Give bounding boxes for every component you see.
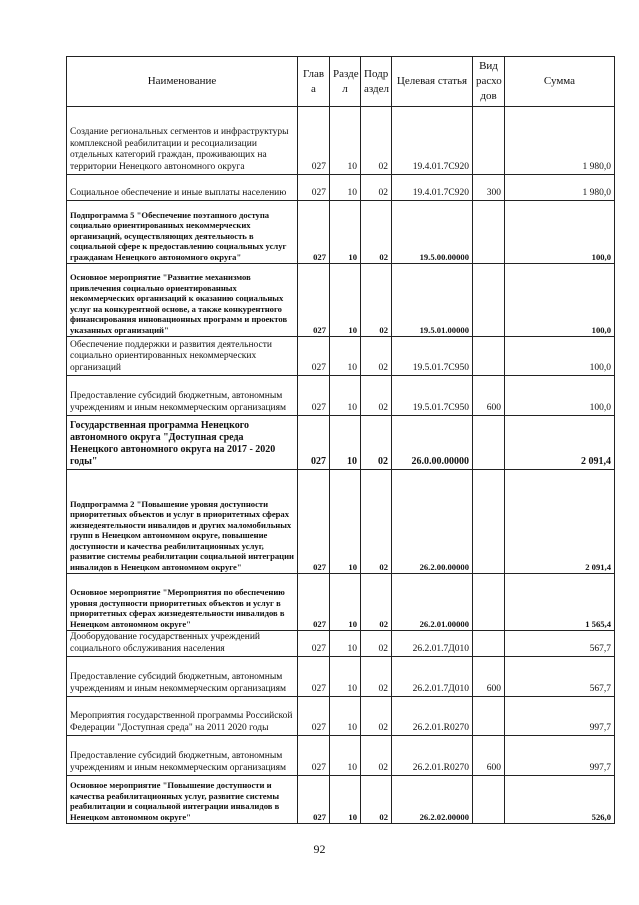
table-row (67, 264, 615, 337)
row-name: Социальное обеспечение и иные выплаты населению (67, 175, 298, 201)
row-sum: 1 980,0 (505, 107, 615, 175)
row-name: Обеспечение поддержки и развития деятельности социально ориентированных некоммерческих организаций (67, 337, 298, 376)
header-subsection: Подр аздел (361, 57, 392, 107)
row-sum: 997,7 (505, 697, 615, 736)
row-subsection: 02 (361, 776, 392, 824)
row-sum: 2 091,4 (505, 470, 615, 574)
row-name: Создание региональных сегментов и инфраструктуры комплексной реабилитации и ресоциализации отдельных категорий граждан, проживающих на территории Ненецкого автономного округа (67, 107, 298, 175)
row-sum: 2 091,4 (505, 416, 615, 470)
row-sum: 1 980,0 (505, 175, 615, 201)
row-name: Предоставление субсидий бюджетным, автономным учреждениям и иным некоммерческим организациям (67, 657, 298, 697)
row-section: 10 (330, 376, 361, 416)
row-chapter: 027 (298, 201, 330, 264)
row-name: Предоставление субсидий бюджетным, автономным учреждениям и иным некоммерческим организациям (67, 736, 298, 776)
row-expense-type (473, 776, 505, 824)
row-target-article: 19.4.01.7С920 (392, 175, 473, 201)
table-row (67, 107, 615, 175)
row-chapter: 027 (298, 107, 330, 175)
header-sum: Сумма (505, 57, 615, 107)
row-target-article: 26.2.00.00000 (392, 470, 473, 574)
row-subsection: 02 (361, 697, 392, 736)
row-chapter: 027 (298, 736, 330, 776)
row-sum: 100,0 (505, 337, 615, 376)
row-expense-type: 600 (473, 657, 505, 697)
row-sum: 1 565,4 (505, 574, 615, 631)
row-subsection: 02 (361, 175, 392, 201)
row-chapter: 027 (298, 337, 330, 376)
row-chapter: 027 (298, 416, 330, 470)
row-chapter: 027 (298, 574, 330, 631)
row-chapter: 027 (298, 470, 330, 574)
row-target-article: 26.2.01.R0270 (392, 697, 473, 736)
table-row (67, 416, 615, 470)
row-target-article: 26.2.02.00000 (392, 776, 473, 824)
row-section: 10 (330, 337, 361, 376)
row-section: 10 (330, 175, 361, 201)
row-sum: 100,0 (505, 376, 615, 416)
table-row (67, 736, 615, 776)
row-section: 10 (330, 776, 361, 824)
row-chapter: 027 (298, 376, 330, 416)
row-section: 10 (330, 574, 361, 631)
row-name: Основное мероприятие "Мероприятия по обеспечению уровня доступности приоритетных объектов и услуг в приоритетных сферах жизнедеятельности инвалидов в Ненецком автономном округе" (67, 574, 298, 631)
row-subsection: 02 (361, 574, 392, 631)
row-section: 10 (330, 201, 361, 264)
row-expense-type (473, 470, 505, 574)
row-name: Основное мероприятие "Развитие механизмов привлечения социально ориентированных некоммерческих организаций к оказанию социальных услуг на конкурентной основе, а также конкурентного финансирования инновационных программ и проектов указанных организаций" (67, 264, 298, 337)
budget-table (66, 56, 615, 824)
row-expense-type: 300 (473, 175, 505, 201)
table-body (67, 107, 615, 824)
row-target-article: 19.5.01.7С950 (392, 337, 473, 376)
row-target-article: 26.2.01.00000 (392, 574, 473, 631)
row-sum: 100,0 (505, 201, 615, 264)
row-name: Предоставление субсидий бюджетным, автономным учреждениям и иным некоммерческим организациям (67, 376, 298, 416)
row-subsection: 02 (361, 657, 392, 697)
row-section: 10 (330, 264, 361, 337)
row-subsection: 02 (361, 736, 392, 776)
header-name: Наименование (67, 57, 298, 107)
table-row (67, 470, 615, 574)
row-name: Дооборудование государственных учреждений социального обслуживания населения (67, 631, 298, 657)
row-chapter: 027 (298, 657, 330, 697)
row-chapter: 027 (298, 697, 330, 736)
row-section: 10 (330, 697, 361, 736)
row-subsection: 02 (361, 264, 392, 337)
row-target-article: 26.2.01.7Д010 (392, 657, 473, 697)
row-expense-type (473, 574, 505, 631)
row-subsection: 02 (361, 470, 392, 574)
row-subsection: 02 (361, 376, 392, 416)
row-expense-type: 600 (473, 736, 505, 776)
row-expense-type (473, 107, 505, 175)
row-section: 10 (330, 470, 361, 574)
row-chapter: 027 (298, 264, 330, 337)
row-subsection: 02 (361, 416, 392, 470)
row-chapter: 027 (298, 175, 330, 201)
row-sum: 100,0 (505, 264, 615, 337)
row-expense-type (473, 264, 505, 337)
table-row (67, 201, 615, 264)
table-header-row (67, 57, 615, 107)
row-name: Основное мероприятие "Повышение доступности и качества реабилитационных услуг, развитие системы реабилитации и социальной интеграции инвалидов в Ненецком автономном округе" (67, 776, 298, 824)
row-target-article: 19.5.00.00000 (392, 201, 473, 264)
row-expense-type (473, 337, 505, 376)
row-subsection: 02 (361, 201, 392, 264)
row-section: 10 (330, 416, 361, 470)
row-sum: 567,7 (505, 631, 615, 657)
row-name: Подпрограмма 2 "Повышение уровня доступности приоритетных объектов и услуг в приоритетных сферах жизнедеятельности инвалидов и других маломобильных групп в Ненецком автономном округе, повышение доступности и качества реабилитационных услуг, развитие системы реабилитации социальной интеграции инвалидов в Ненецком автономном округе" (67, 470, 298, 574)
row-section: 10 (330, 107, 361, 175)
header-section: Разде л (330, 57, 361, 107)
row-section: 10 (330, 736, 361, 776)
row-target-article: 19.4.01.7С920 (392, 107, 473, 175)
row-expense-type (473, 697, 505, 736)
table-row (67, 657, 615, 697)
row-chapter: 027 (298, 631, 330, 657)
row-subsection: 02 (361, 631, 392, 657)
table-row (67, 337, 615, 376)
row-expense-type: 600 (473, 376, 505, 416)
table-row (67, 697, 615, 736)
row-expense-type (473, 631, 505, 657)
row-expense-type (473, 416, 505, 470)
row-name: Подпрограмма 5 "Обеспечение поэтапного доступа социально ориентированных некоммерческих организаций, осуществляющих деятельность в социальной сфере к предоставлению социальных услуг гражданам Ненецкого автономного округа" (67, 201, 298, 264)
row-expense-type (473, 201, 505, 264)
row-target-article: 19.5.01.7С950 (392, 376, 473, 416)
row-name: Государственная программа Ненецкого автономного округа "Доступная среда Ненецкого автономного округа на 2017 - 2020 годы" (67, 416, 298, 470)
row-section: 10 (330, 657, 361, 697)
row-target-article: 26.2.01.7Д010 (392, 631, 473, 657)
header-expense-type: Вид расхо дов (473, 57, 505, 107)
table-row (67, 776, 615, 824)
row-chapter: 027 (298, 776, 330, 824)
row-subsection: 02 (361, 337, 392, 376)
row-target-article: 19.5.01.00000 (392, 264, 473, 337)
page-number: 92 (313, 842, 326, 856)
header-chapter: Глав а (298, 57, 330, 107)
row-sum: 526,0 (505, 776, 615, 824)
row-sum: 567,7 (505, 657, 615, 697)
table-row (67, 376, 615, 416)
row-target-article: 26.2.01.R0270 (392, 736, 473, 776)
row-section: 10 (330, 631, 361, 657)
row-target-article: 26.0.00.00000 (392, 416, 473, 470)
table-row (67, 175, 615, 201)
row-subsection: 02 (361, 107, 392, 175)
row-sum: 997,7 (505, 736, 615, 776)
table-row (67, 631, 615, 657)
header-target-article: Целевая статья (392, 57, 473, 107)
table-row (67, 574, 615, 631)
row-name: Мероприятия государственной программы Российской Федерации "Доступная среда" на 2011 2020 годы (67, 697, 298, 736)
